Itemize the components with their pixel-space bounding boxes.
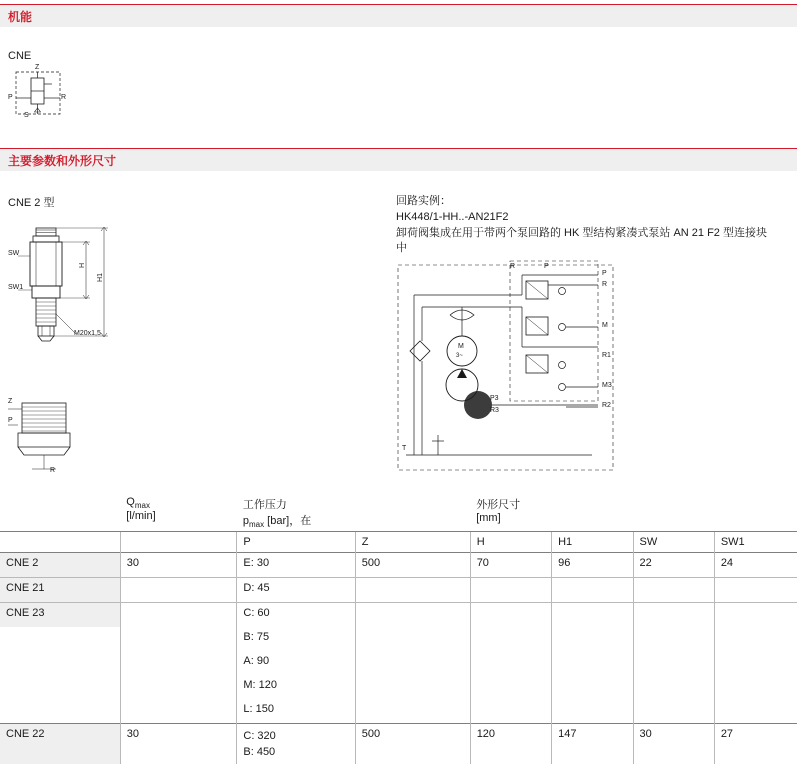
circuit-example-description: 卸荷阀集成在用于带两个泵回路的 HK 型结构紧凑式泵站 AN 21 F2 型连接块中	[396, 227, 767, 254]
row-sw	[633, 699, 714, 724]
table-subheader-row	[0, 532, 797, 553]
table-row	[0, 651, 797, 675]
row-sw1	[714, 627, 797, 651]
row-p-line1: C: 320	[243, 730, 276, 743]
row-name	[0, 675, 120, 699]
valve-h-label: H	[79, 262, 87, 269]
specification-table	[0, 492, 797, 764]
row-sw1	[714, 699, 797, 724]
port-cavity-drawing	[8, 395, 118, 485]
row-h	[470, 578, 551, 603]
row-name: CNE 2	[0, 553, 120, 578]
circuit-label-p-top: P	[544, 263, 549, 270]
row-h1	[552, 699, 633, 724]
row-qmax	[120, 603, 237, 628]
row-sw	[633, 651, 714, 675]
circuit-label-m-right: M	[602, 322, 608, 329]
row-p: B: 75	[237, 627, 355, 651]
section-header-params-label: 主要参数和外形尺寸	[8, 153, 117, 168]
header-empty-1	[0, 492, 120, 532]
row-sw1	[714, 675, 797, 699]
hydraulic-circuit-diagram	[392, 255, 632, 480]
row-h1	[552, 651, 633, 675]
row-p: A: 90	[237, 651, 355, 675]
circuit-label-r2-right: R2	[602, 402, 611, 409]
type-label: CNE 2 型	[8, 197, 55, 209]
row-z	[355, 651, 470, 675]
header-pressure	[237, 492, 470, 532]
row-h	[470, 675, 551, 699]
valve-h1-label: H1	[96, 273, 104, 282]
header-pressure-post: [bar]，在	[264, 515, 312, 527]
header-dims	[470, 492, 797, 532]
table-row	[0, 553, 797, 578]
port-r-label: R	[50, 467, 56, 474]
section-header-params	[0, 148, 797, 171]
row-sw	[633, 675, 714, 699]
row-h	[470, 651, 551, 675]
circuit-label-r-top: R	[510, 263, 516, 270]
row-qmax	[120, 699, 237, 724]
row-p: L: 150	[237, 699, 355, 724]
subheader-empty-1	[0, 532, 120, 553]
row-qmax: 30	[120, 553, 237, 578]
subheader-h: H	[470, 532, 551, 553]
row-name: CNE 22	[0, 724, 120, 764]
table-header-row-top	[0, 492, 797, 532]
row-z	[355, 578, 470, 603]
symbol-port-s-label: S	[24, 112, 29, 119]
row-z	[355, 603, 470, 628]
circuit-label-p3: P3	[490, 395, 499, 402]
row-p: C: 60	[237, 603, 355, 628]
valve-sw1-label: SW1	[8, 284, 24, 291]
section-header-function	[0, 4, 797, 27]
row-sw1: 27	[714, 724, 797, 764]
header-pressure-pre: p	[242, 515, 249, 527]
row-h1	[552, 627, 633, 651]
row-p: E: 30	[237, 553, 355, 578]
table-row	[0, 724, 797, 764]
row-name	[0, 627, 120, 651]
circuit-label-r1-right: R1	[602, 352, 611, 359]
row-h1	[552, 603, 633, 628]
circuit-label-t: T	[402, 445, 407, 452]
subheader-z: Z	[355, 532, 470, 553]
subheader-empty-2	[120, 532, 237, 553]
row-z	[355, 675, 470, 699]
row-qmax	[120, 675, 237, 699]
subheader-h1: H1	[552, 532, 633, 553]
subheader-sw1: SW1	[714, 532, 797, 553]
subheader-sw: SW	[633, 532, 714, 553]
cne-hydraulic-symbol	[8, 64, 78, 122]
circuit-label-r-right: R	[602, 281, 608, 288]
table-row	[0, 578, 797, 603]
valve-sw-label: SW	[8, 250, 20, 257]
row-p-line2: B: 450	[243, 746, 276, 759]
row-h	[470, 603, 551, 628]
row-z: 500	[355, 724, 470, 764]
table-row	[0, 627, 797, 651]
row-sw: 22	[633, 553, 714, 578]
section-header-function-label: 机能	[8, 9, 33, 24]
symbol-name-label: CNE	[8, 50, 32, 62]
header-qmax-unit: [l/min]	[126, 510, 156, 523]
row-z	[355, 699, 470, 724]
circuit-example-title: 回路实例：	[396, 195, 451, 207]
symbol-port-p-label: P	[8, 94, 13, 101]
port-p-label: P	[8, 417, 13, 424]
row-h1	[552, 578, 633, 603]
table-row	[0, 675, 797, 699]
symbol-port-z-label: Z	[35, 64, 40, 71]
row-h1: 96	[552, 553, 633, 578]
row-sw1	[714, 651, 797, 675]
row-h	[470, 699, 551, 724]
symbol-port-r-label: R	[61, 94, 67, 101]
header-qmax-sub: max	[134, 501, 150, 511]
header-pressure-sub: max	[249, 520, 265, 530]
header-dims-text: 外形尺寸	[476, 499, 521, 511]
circuit-example-model: HK448/1-HH..-AN21F2	[396, 211, 509, 223]
row-name: CNE 23	[0, 603, 120, 628]
header-qmax-text: Q	[126, 496, 135, 508]
row-qmax	[120, 627, 237, 651]
subheader-p: P	[237, 532, 355, 553]
circuit-label-motor: M	[458, 343, 464, 350]
circuit-label-p-right: P	[602, 270, 607, 277]
circuit-label-3phase: 3~	[456, 353, 463, 359]
row-qmax: 30	[120, 724, 237, 764]
row-sw	[633, 627, 714, 651]
row-z	[355, 627, 470, 651]
valve-dimension-drawing	[8, 222, 158, 382]
table-row	[0, 699, 797, 724]
row-name	[0, 699, 120, 724]
row-h: 120	[470, 724, 551, 764]
row-p: D: 45	[237, 578, 355, 603]
row-sw	[633, 603, 714, 628]
table-row	[0, 603, 797, 628]
row-z: 500	[355, 553, 470, 578]
row-h	[470, 627, 551, 651]
header-dims-unit: [mm]	[476, 512, 501, 524]
header-qmax	[120, 492, 237, 532]
row-h1	[552, 675, 633, 699]
row-p	[237, 724, 355, 764]
row-sw: 30	[633, 724, 714, 764]
valve-thread-label: M20x1,5	[74, 330, 101, 337]
row-h: 70	[470, 553, 551, 578]
port-z-label: Z	[8, 398, 13, 405]
row-qmax	[120, 578, 237, 603]
row-sw1	[714, 578, 797, 603]
row-name	[0, 651, 120, 675]
circuit-label-m3-right: M3	[602, 382, 612, 389]
row-p: M: 120	[237, 675, 355, 699]
row-sw	[633, 578, 714, 603]
header-pressure-text: 工作压力	[242, 499, 287, 511]
row-sw1: 24	[714, 553, 797, 578]
row-qmax	[120, 651, 237, 675]
row-name: CNE 21	[0, 578, 120, 603]
circuit-label-r3: R3	[490, 407, 499, 414]
row-sw1	[714, 603, 797, 628]
row-h1: 147	[552, 724, 633, 764]
